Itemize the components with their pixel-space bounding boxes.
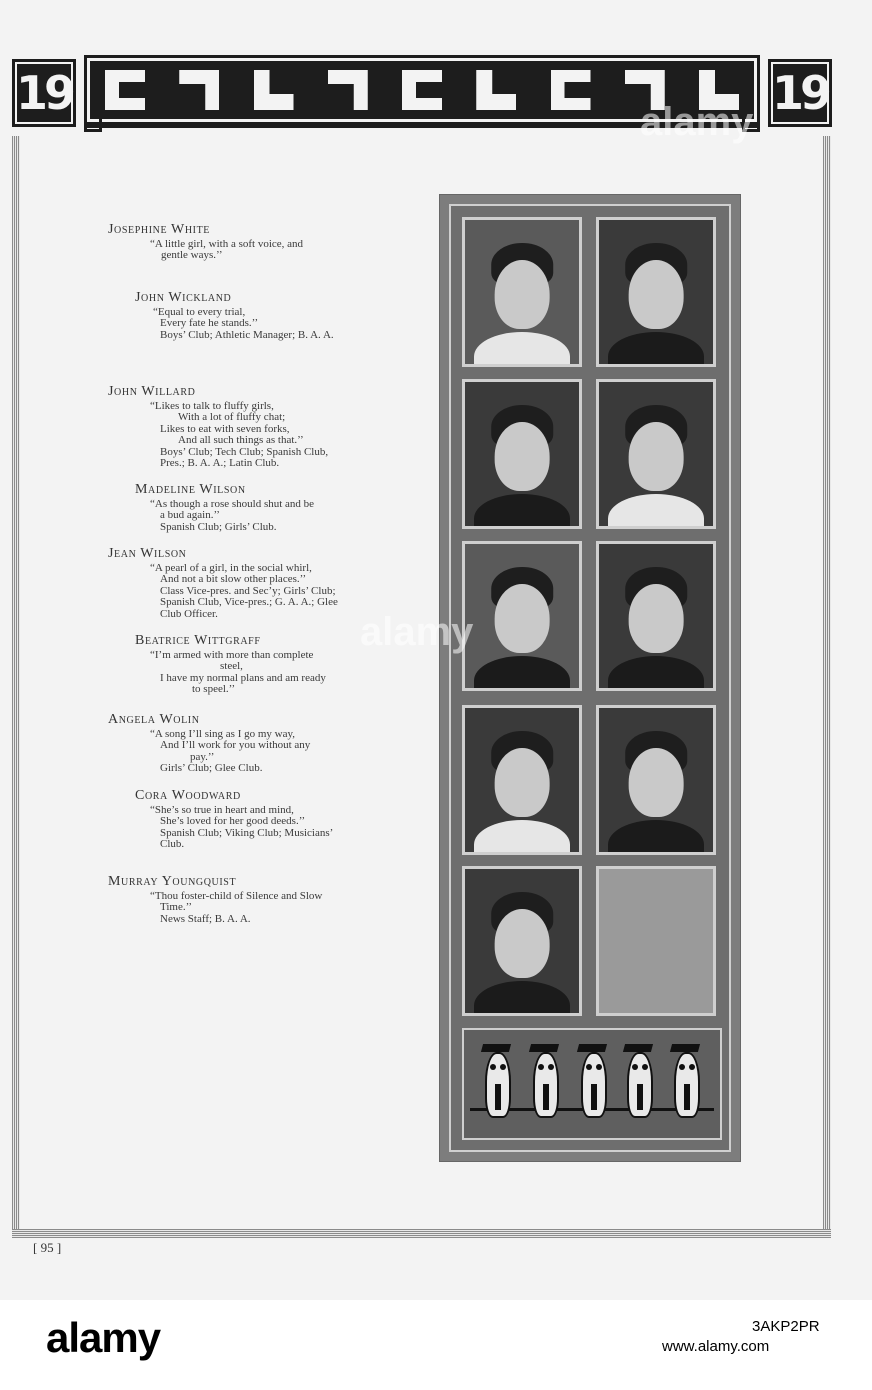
entry-name: Cora Woodward bbox=[135, 788, 241, 803]
entry-line: With a lot of fluffy chat; bbox=[178, 411, 286, 423]
entry-line: “A pearl of a girl, in the social whirl, bbox=[150, 561, 312, 574]
portrait-image bbox=[465, 869, 579, 1013]
entry-line: Every fate he stands.’’ bbox=[160, 317, 259, 329]
portrait-josephine-white bbox=[462, 217, 582, 367]
entry-line: “As though a rose should shut and be bbox=[150, 497, 315, 510]
entry-line: And I’ll work for you without any bbox=[160, 739, 311, 751]
entry-name: Murray Youngquist bbox=[108, 874, 237, 889]
portrait-jean-wilson bbox=[462, 541, 582, 691]
owl-icon bbox=[528, 1044, 560, 1120]
portrait-beatrice-wittgraff bbox=[596, 541, 716, 691]
banner-glyph bbox=[476, 70, 516, 110]
entry-angela-wolin bbox=[108, 714, 310, 775]
banner-glyph bbox=[179, 70, 219, 110]
portrait-image bbox=[599, 544, 713, 688]
page-number: [ 95 ] bbox=[33, 1240, 62, 1255]
owl-icon bbox=[669, 1044, 701, 1120]
entry-line: Spanish Club; Girls’ Club. bbox=[160, 520, 277, 533]
entry-line: And not a bit slow other places.’’ bbox=[160, 573, 307, 585]
stock-footer bbox=[0, 1300, 872, 1390]
entry-line: pay.’’ bbox=[190, 750, 215, 763]
entry-line: Likes to eat with seven forks, bbox=[160, 422, 290, 435]
image-id: 3AKP2PR bbox=[752, 1318, 820, 1335]
entry-line: “She’s so true in heart and mind, bbox=[150, 803, 294, 816]
banner-hook bbox=[84, 115, 102, 132]
portrait-blank bbox=[599, 869, 713, 1013]
portrait-john-wickland bbox=[596, 217, 716, 367]
entry-beatrice-wittgraff bbox=[135, 635, 326, 696]
banner-glyph bbox=[105, 70, 145, 110]
entry-line: “Thou foster-child of Silence and Slow bbox=[150, 889, 323, 902]
entry-name: Jean Wilson bbox=[108, 546, 187, 561]
entry-john-willard bbox=[108, 386, 328, 470]
entry-line: Club. bbox=[160, 838, 185, 850]
entry-line: Girls’ Club; Glee Club. bbox=[160, 762, 263, 774]
entry-line: steel, bbox=[220, 660, 243, 672]
banner-glyph bbox=[254, 70, 294, 110]
entry-line: And all such things as that.’’ bbox=[178, 434, 304, 446]
alamy-logo: alamy bbox=[46, 1314, 161, 1361]
entry-madeline-wilson bbox=[135, 484, 314, 533]
entry-line: Boys’ Club; Athletic Manager; B. A. A. bbox=[160, 328, 334, 341]
owl-icon bbox=[480, 1044, 512, 1120]
entry-line: She’s loved for her good deeds.’’ bbox=[160, 815, 306, 827]
entry-line: Pres.; B. A. A.; Latin Club. bbox=[160, 457, 280, 469]
owl-icon bbox=[576, 1044, 608, 1120]
entry-name: John Willard bbox=[108, 384, 196, 399]
portrait-image bbox=[465, 382, 579, 526]
entry-line: News Staff; B. A. A. bbox=[160, 912, 251, 925]
portrait-image bbox=[599, 382, 713, 526]
portrait-murray-youngquist bbox=[462, 866, 582, 1016]
owl-graduates-illustration bbox=[462, 1028, 722, 1140]
entry-line: “Likes to talk to fluffy girls, bbox=[150, 399, 274, 412]
entry-murray-youngquist bbox=[108, 876, 322, 925]
border-right bbox=[823, 136, 831, 1229]
entry-name: Beatrice Wittgraff bbox=[135, 633, 261, 648]
entry-line: Class Vice-pres. and Sec’y; Girls’ Club; bbox=[160, 584, 336, 597]
banner-glyph bbox=[402, 70, 442, 110]
entry-cora-woodward bbox=[135, 790, 333, 851]
entry-line: gentle ways.’’ bbox=[161, 249, 223, 261]
portrait-image bbox=[465, 220, 579, 364]
entry-line: Spanish Club; Viking Club; Musicians’ bbox=[160, 826, 334, 839]
portrait-image bbox=[465, 708, 579, 852]
border-bottom bbox=[12, 1229, 831, 1238]
entry-josephine-white bbox=[108, 224, 303, 262]
portrait-empty-slot bbox=[596, 866, 716, 1016]
owl-icon bbox=[622, 1044, 654, 1120]
entry-jean-wilson bbox=[108, 548, 338, 620]
entry-john-wickland bbox=[135, 292, 334, 341]
entry-name: Madeline Wilson bbox=[135, 482, 246, 497]
entry-line: Club Officer. bbox=[160, 607, 218, 620]
portrait-image bbox=[599, 708, 713, 852]
footer-url: www.alamy.com bbox=[662, 1338, 770, 1355]
entry-name: Angela Wolin bbox=[108, 712, 200, 727]
banner-glyph bbox=[328, 70, 368, 110]
entry-line: Spanish Club, Vice-pres.; G. A. A.; Glee bbox=[160, 596, 338, 608]
entry-line: “I’m armed with more than complete bbox=[150, 648, 314, 661]
entry-line: “A little girl, with a soft voice, and bbox=[150, 237, 304, 250]
portrait-angela-wolin bbox=[462, 705, 582, 855]
portrait-image bbox=[465, 544, 579, 688]
year-right-block: 19 bbox=[768, 59, 832, 127]
entry-line: Boys’ Club; Tech Club; Spanish Club, bbox=[160, 445, 329, 458]
portrait-madeline-wilson bbox=[596, 379, 716, 529]
entry-line: I have my normal plans and am ready bbox=[160, 671, 326, 684]
portrait-cora-woodward bbox=[596, 705, 716, 855]
border-left bbox=[12, 136, 20, 1229]
entry-name: Josephine White bbox=[108, 222, 211, 237]
year-left-block: 19 bbox=[12, 59, 76, 127]
watermark: alamy bbox=[360, 610, 474, 654]
entry-line: “Equal to every trial, bbox=[153, 305, 246, 318]
entry-line: a bud again.’’ bbox=[160, 509, 220, 521]
portrait-image bbox=[599, 220, 713, 364]
entry-line: “A song I’ll sing as I go my way, bbox=[150, 727, 296, 740]
entry-line: Time.’’ bbox=[160, 901, 193, 913]
portrait-john-willard bbox=[462, 379, 582, 529]
banner-glyph bbox=[551, 70, 591, 110]
entry-line: to speel.’’ bbox=[192, 683, 236, 695]
entry-name: John Wickland bbox=[135, 290, 232, 305]
watermark: alamy bbox=[640, 100, 754, 144]
